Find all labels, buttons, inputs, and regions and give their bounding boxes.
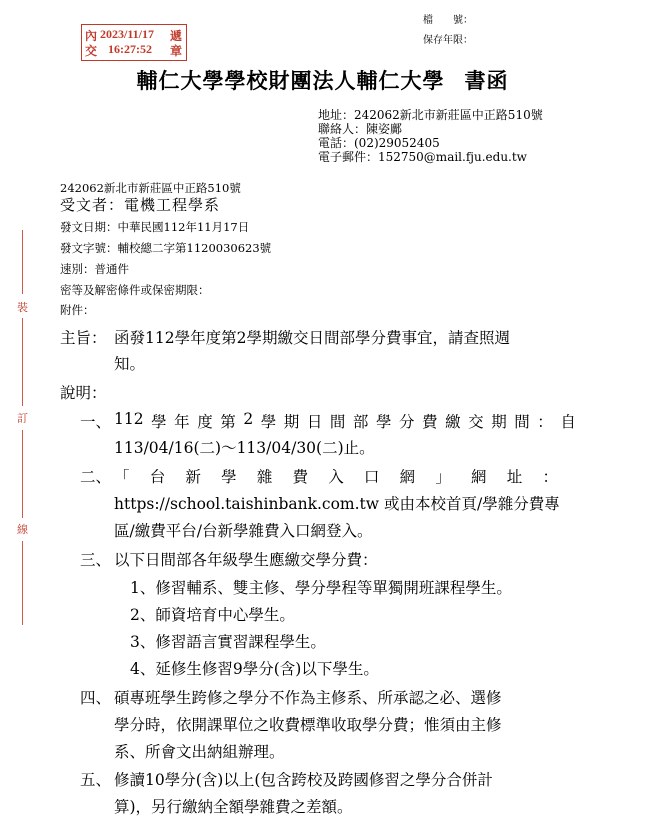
justified-char: 學 — [151, 413, 167, 431]
contact-phone: 電話：(02)29052405 — [318, 136, 440, 150]
justified-char: 期 — [283, 413, 300, 431]
item-number: 五、 — [80, 771, 112, 789]
item5-line: 修讀10學分(含)以上(包含跨校及跨國修習之學分合併計 — [114, 771, 493, 789]
item2-line: https://school.taishinbank.com.tw 或由本校首頁/學雜分費專 — [114, 495, 560, 513]
item1-line: 113/04/16(二)～113/04/30(二)止。 — [114, 439, 375, 457]
justified-char: 期 — [491, 413, 507, 431]
justified-char: 度 — [197, 413, 213, 431]
justified-char: 口 — [363, 468, 380, 486]
binding-char: 線 — [17, 523, 28, 536]
item2-line: 區/繳費平台/台新學雜費入口網登入。 — [114, 522, 373, 540]
issue-date: 發文日期：中華民國112年11月17日 — [60, 220, 250, 234]
justified-char: 間 — [514, 413, 530, 431]
retention-period-label: 保存年限： — [423, 35, 473, 46]
justified-char: ： — [542, 468, 558, 486]
binding-char: 裝 — [17, 301, 28, 314]
title-organization: 輔仁大學學校財團法人輔仁大學 — [136, 68, 445, 93]
justified-char: 交 — [468, 413, 484, 431]
justified-char: 網 — [471, 468, 487, 486]
justified-char: 網 — [399, 468, 416, 486]
subject-line: 知。 — [114, 355, 146, 373]
sub-item: 1、修習輔系、雙主修、學分學程等單獨開班課程學生。 — [130, 579, 512, 597]
justified-char: 自 — [560, 413, 576, 431]
subject-label: 主旨： — [60, 329, 107, 347]
justified-char: 雜 — [256, 468, 273, 486]
justified-char: 年 — [174, 413, 190, 431]
item4-line: 系、所會文出納組辦理。 — [114, 743, 285, 761]
justified-char: 第 — [220, 413, 236, 431]
item-number: 四、 — [80, 689, 112, 707]
item-number: 二、 — [80, 468, 112, 486]
subject-line: 函發112學年度第2學期繳交日間部學分費事宜，請查照週 — [114, 329, 510, 347]
stamp-char: 內 — [85, 29, 98, 43]
receipt-stamp — [81, 24, 187, 61]
contact-person: 聯絡人：陳姿鄺 — [318, 122, 403, 136]
item4-line: 學分時，依開課單位之收費標準收取學分費；惟須由主修 — [114, 716, 502, 734]
binding-line — [22, 318, 23, 406]
document-title — [0, 65, 645, 95]
recipient-label: 受文者：電機工程學系 — [60, 196, 221, 214]
justified-char: 間 — [329, 413, 346, 431]
justified-char: 分 — [399, 413, 415, 431]
document-number: 發文字號：輔校總二字第1120030623號 — [60, 241, 272, 255]
title-doc-type: 書函 — [464, 68, 509, 93]
justified-char: 「 — [114, 468, 130, 486]
justified-char: 台 — [149, 468, 166, 486]
secrecy-level: 密等及解密條件或保密期限： — [60, 283, 210, 297]
justified-char: 2 — [243, 410, 254, 428]
contact-address: 地址：242062新北市新莊區中正路510號 — [318, 108, 543, 122]
explanation-label: 說明： — [60, 384, 107, 402]
justified-char: 112 — [114, 410, 144, 428]
stamp-char: 章 — [170, 44, 183, 58]
justified-char: 部 — [352, 413, 369, 431]
attachment-label: 附件： — [60, 303, 95, 317]
stamp-date: 2023/11/17 — [100, 27, 155, 41]
sub-item: 4、延修生修習9學分(含)以下學生。 — [130, 660, 379, 678]
stamp-char: 遞 — [170, 29, 183, 43]
item3-intro: 以下日間部各年級學生應繳交學分費： — [114, 551, 378, 569]
justified-char: 」 — [435, 468, 451, 486]
delivery-speed: 速別：普通件 — [60, 262, 129, 276]
item-number: 三、 — [80, 551, 112, 569]
recipient-address: 242062新北市新莊區中正路510號 — [60, 181, 241, 195]
binding-char: 訂 — [17, 412, 28, 425]
justified-char: ： — [537, 413, 553, 431]
justified-char: 新 — [185, 468, 201, 486]
justified-char: 學 — [375, 413, 392, 431]
binding-line — [22, 230, 23, 294]
item5-line: 算)，另行繳納全額學雜費之差額。 — [114, 798, 353, 816]
binding-line — [22, 541, 23, 625]
item2-line — [114, 465, 558, 487]
justified-char: 費 — [292, 468, 309, 486]
justified-char: 日 — [306, 413, 323, 431]
stamp-char: 交 — [85, 44, 98, 58]
stamp-time: 16:27:52 — [108, 42, 152, 56]
justified-char: 入 — [328, 468, 344, 486]
item4-line: 碩專班學生跨修之學分不作為主修系、所承認之必、選修 — [114, 689, 502, 707]
binding-line — [22, 430, 23, 518]
justified-char: 學 — [260, 413, 277, 431]
sub-item: 3、修習語言實習課程學生。 — [130, 633, 326, 651]
sub-item: 2、師資培育中心學生。 — [130, 606, 295, 624]
justified-char: 繳 — [445, 413, 461, 431]
item1-line — [114, 410, 576, 432]
contact-email: 電子郵件：152750@mail.fju.edu.tw — [318, 150, 527, 164]
justified-char: 址 — [506, 468, 523, 486]
justified-char: 學 — [221, 468, 237, 486]
justified-char: 費 — [422, 413, 438, 431]
file-number-label: 檔 號： — [423, 15, 473, 26]
item-number: 一、 — [80, 413, 112, 431]
